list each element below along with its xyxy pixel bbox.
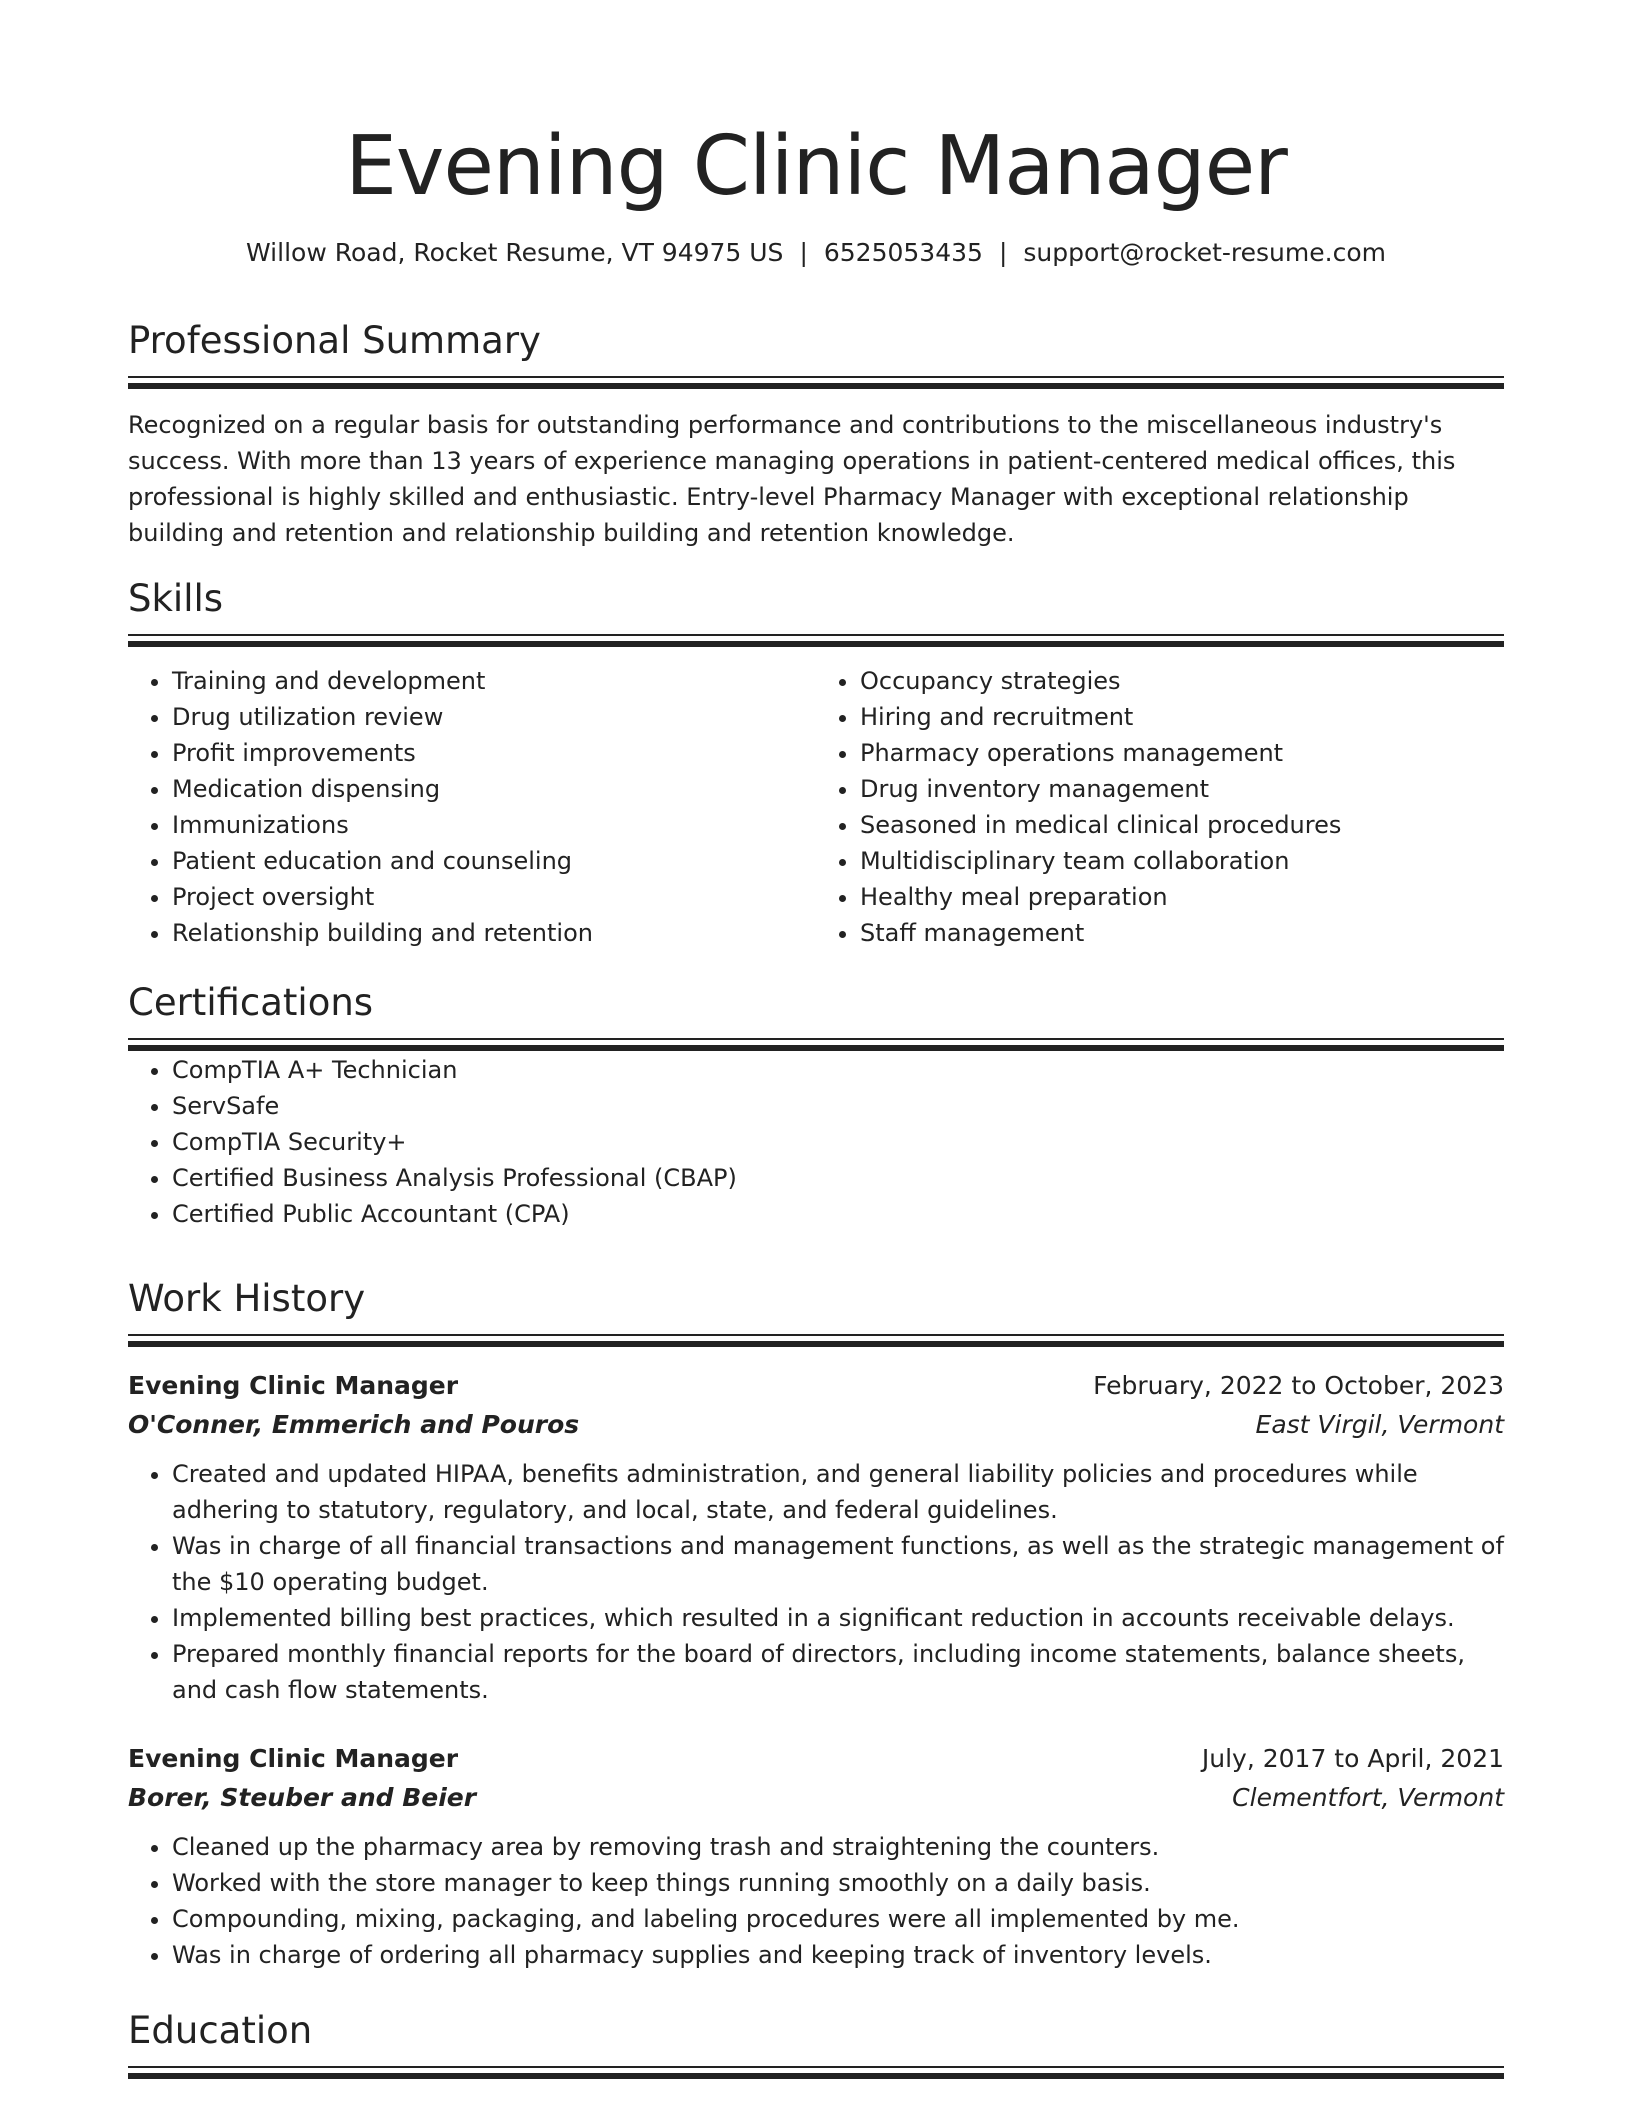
skill-item: • Project oversight xyxy=(172,879,816,915)
job-duty: • Implemented billing best practices, which resulted in a significant reduction in accounts receivable delays. xyxy=(172,1600,1504,1636)
job-duty: • Was in charge of all financial transactions and management functions, as well as the strategic management of the $10 operating budget. xyxy=(172,1528,1504,1600)
job-duty: • Prepared monthly financial reports for the board of directors, including income statements, balance sheets, and cash flow statements. xyxy=(172,1636,1504,1708)
job-duty: • Created and updated HIPAA, benefits administration, and general liability policies and procedures while adhering to statutory, regulatory, and local, state, and federal guidelines. xyxy=(172,1456,1504,1528)
job-header-row xyxy=(128,1366,1504,1405)
section-title-certifications: Certifications xyxy=(128,981,374,1024)
section-divider xyxy=(128,634,1504,648)
job-duty: • Compounding, mixing, packaging, and labeling procedures were all implemented by me. xyxy=(172,1901,1504,1937)
resume-page xyxy=(128,0,1504,2052)
job-title: Evening Clinic Manager xyxy=(128,1744,459,1773)
skills-columns xyxy=(128,663,1504,951)
summary-section xyxy=(128,318,1504,551)
skill-item: • Profit improvements xyxy=(172,735,816,771)
certification-item: • CompTIA Security+ xyxy=(172,1124,1504,1160)
skill-item: • Hiring and recruitment xyxy=(860,699,1504,735)
resume-name: Evening Clinic Manager xyxy=(345,119,1287,214)
skills-list-left xyxy=(128,663,816,951)
contact-line xyxy=(128,236,1504,270)
section-title-education: Education xyxy=(128,2009,313,2052)
job-employer-row xyxy=(128,1405,1504,1444)
job-location: Clementfort, Vermont xyxy=(1232,1783,1504,1812)
certification-item: • Certified Public Accountant (CPA) xyxy=(172,1196,1504,1232)
skill-item: • Occupancy strategies xyxy=(860,663,1504,699)
job-company: O'Conner, Emmerich and Pouros xyxy=(128,1410,580,1439)
certification-item: • CompTIA A+ Technician xyxy=(172,1052,1504,1088)
contact-phone: 6525053435 xyxy=(823,238,983,267)
summary-text: Recognized on a regular basis for outstanding performance and contributions to the miscellaneous industry's success. With more than 13 years of experience managing operations in patient-centered medical offices, this professional is highly skilled and enthusiastic. Entry-level Pharmacy Manager with exceptional relationship building and retention and relationship building and retention knowledge. xyxy=(128,411,1456,547)
job-duties-list xyxy=(128,1456,1504,1708)
contact-separator: | xyxy=(799,238,808,267)
skill-item: • Drug inventory management xyxy=(860,771,1504,807)
job-dates: February, 2022 to October, 2023 xyxy=(1093,1371,1504,1400)
job-employer-row xyxy=(128,1778,1504,1817)
job-duty: • Was in charge of ordering all pharmacy supplies and keeping track of inventory levels. xyxy=(172,1937,1504,1973)
job-entry xyxy=(128,1366,1504,1708)
skill-item: • Seasoned in medical clinical procedures xyxy=(860,807,1504,843)
job-location: East Virgil, Vermont xyxy=(1255,1410,1504,1439)
skill-item: • Pharmacy operations management xyxy=(860,735,1504,771)
job-dates: July, 2017 to April, 2021 xyxy=(1201,1744,1504,1773)
skill-item: • Staff management xyxy=(860,915,1504,951)
skills-section xyxy=(128,576,1504,951)
section-title-work-history: Work History xyxy=(128,1277,366,1320)
skill-item: • Training and development xyxy=(172,663,816,699)
skill-item: • Patient education and counseling xyxy=(172,843,816,879)
work-history-section xyxy=(128,1276,1504,1973)
skill-item: • Medication dispensing xyxy=(172,771,816,807)
certifications-list xyxy=(128,1052,1504,1232)
skill-item: • Drug utilization review xyxy=(172,699,816,735)
contact-separator: | xyxy=(998,238,1008,267)
job-duty: • Cleaned up the pharmacy area by removing trash and straightening the counters. xyxy=(172,1829,1504,1865)
skill-item: • Multidisciplinary team collaboration xyxy=(860,843,1504,879)
job-header-row xyxy=(128,1739,1504,1778)
job-entry xyxy=(128,1739,1504,1973)
skill-item: • Healthy meal preparation xyxy=(860,879,1504,915)
section-divider xyxy=(128,1038,1504,1052)
contact-email: support@rocket-resume.com xyxy=(1023,238,1386,267)
job-duty: • Worked with the store manager to keep things running smoothly on a daily basis. xyxy=(172,1865,1504,1901)
education-section xyxy=(128,2008,1504,2080)
skill-item: • Relationship building and retention xyxy=(172,915,816,951)
skill-item: • Immunizations xyxy=(172,807,816,843)
certification-item: • Certified Business Analysis Professional (CBAP) xyxy=(172,1160,1504,1196)
section-title-summary: Professional Summary xyxy=(128,319,541,362)
certifications-section xyxy=(128,980,1504,1232)
contact-address: Willow Road, Rocket Resume, VT 94975 US xyxy=(246,238,784,267)
section-divider xyxy=(128,1334,1504,1348)
section-title-skills: Skills xyxy=(128,577,224,620)
job-company: Borer, Steuber and Beier xyxy=(128,1783,477,1812)
section-divider xyxy=(128,2066,1504,2080)
certification-item: • ServSafe xyxy=(172,1088,1504,1124)
job-title: Evening Clinic Manager xyxy=(128,1371,459,1400)
skills-list-right xyxy=(816,663,1504,951)
section-divider xyxy=(128,376,1504,390)
job-duties-list xyxy=(128,1829,1504,1973)
